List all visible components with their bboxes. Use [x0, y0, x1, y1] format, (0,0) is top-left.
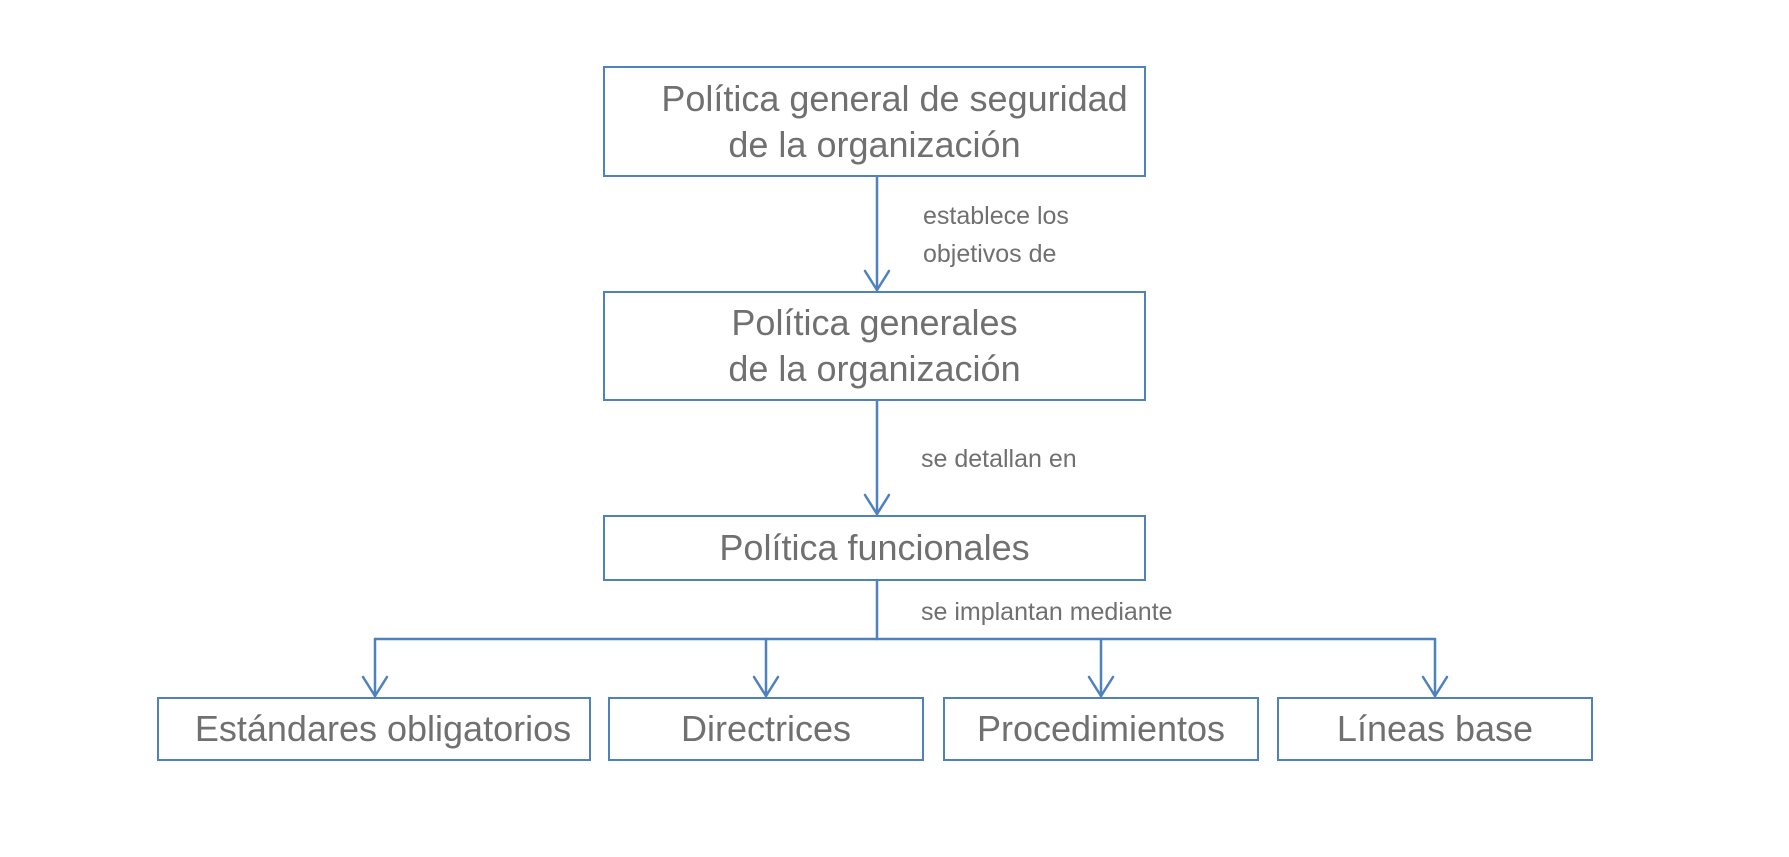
node-functional-policies — [603, 515, 1146, 581]
edge-label-detailed-in — [921, 440, 1077, 478]
node-mandatory-standards — [157, 697, 591, 761]
node-security-policy — [603, 66, 1146, 177]
node-guidelines — [608, 697, 924, 761]
node-general-policies — [603, 291, 1146, 401]
node-security-policy-text — [621, 76, 1127, 168]
node-general-policies-text — [728, 300, 1020, 392]
node-baselines — [1277, 697, 1593, 761]
node-procedures-text: Procedimientos — [976, 708, 1226, 749]
node-baselines-text: Líneas base — [1336, 708, 1534, 749]
node-procedures — [943, 697, 1259, 761]
edge-label-establishes-line1: establece los — [923, 202, 1069, 230]
edge-label-implemented-via — [921, 593, 1173, 631]
node-security-policy-line1: Política general de seguridad — [661, 77, 1128, 119]
edge-label-establishes-line2: objetivos de — [923, 240, 1057, 268]
node-general-policies-line2: de la organización — [728, 348, 1021, 389]
edge-label-establishes — [923, 197, 1069, 273]
node-general-policies-line1: Política generales — [731, 302, 1018, 343]
node-guidelines-text: Directrices — [680, 708, 851, 749]
node-security-policy-line2: de la organización — [728, 123, 1021, 165]
node-functional-policies-text: Política funcionales — [719, 527, 1030, 568]
edge-label-detailed-in-text: se detallan en — [921, 445, 1077, 473]
edge-label-implemented-via-text: se implantan mediante — [921, 598, 1173, 626]
node-mandatory-standards-text: Estándares obligatorios — [194, 708, 572, 749]
